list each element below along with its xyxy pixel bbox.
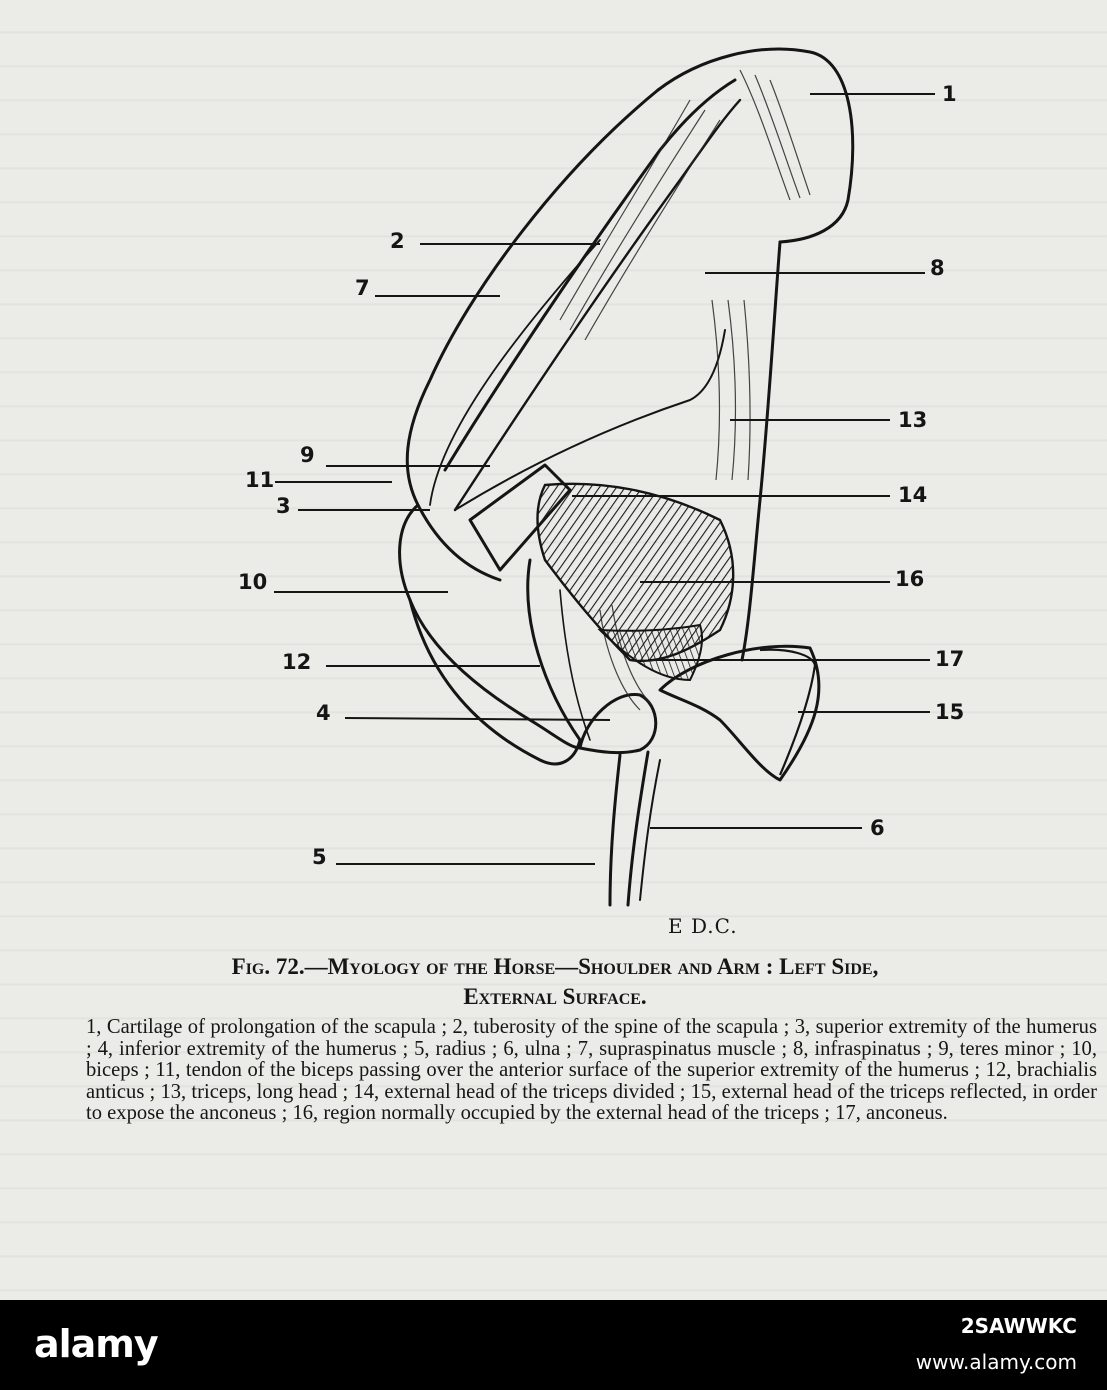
label-3: 3	[276, 494, 291, 518]
scapula-cartilage-outline	[658, 49, 853, 242]
label-4: 4	[316, 701, 331, 725]
leader-lines	[274, 94, 935, 864]
stock-watermark-banner	[0, 1300, 1107, 1390]
biceps-outline	[410, 600, 580, 764]
label-16: 16	[895, 567, 925, 591]
humerus-inferior-condyle	[580, 694, 656, 752]
figure-caption: 1, Cartilage of prolongation of the scapula ; 2, tuberosity of the spine of the scapula ; 3, superior extremity of the humerus ; 4, inferior extremity of the humerus ; 5, radius ; 6, ulna ; 7, supraspinatus muscle ; 8, infraspinatus ; 9, teres minor ; 10, biceps ; 11, tendon of the biceps passing over the anterior surface of the superior extremity of the humerus ; 12, brachialis anticus ; 13, triceps, long head ; 14, external head of the triceps divided ; 15, external head of the triceps reflected, in order to expose the anconeus ; 16, region normally occupied by the external head of the triceps ; 17, anconeus.	[86, 1016, 1097, 1124]
watermark-url: www.alamy.com	[915, 1350, 1077, 1374]
leader-line-4	[345, 718, 610, 720]
radius-shaft-right	[628, 752, 648, 905]
label-13: 13	[898, 408, 928, 432]
image-id: 2SAWWKC	[960, 1314, 1077, 1338]
scapular-spine-lower	[455, 100, 740, 510]
scapula-posterior-border	[742, 242, 780, 660]
label-11: 11	[245, 468, 275, 492]
label-9: 9	[300, 443, 315, 467]
label-15: 15	[935, 700, 965, 724]
figure-title-line-1: Fig. 72.—Myology of the Horse—Shoulder and Arm : Left Side,	[231, 954, 879, 979]
radius-shaft-left	[610, 755, 620, 905]
label-1: 1	[942, 82, 957, 106]
label-7: 7	[355, 276, 370, 300]
label-14: 14	[898, 483, 928, 507]
label-2: 2	[390, 229, 405, 253]
artist-initials: E D.C.	[668, 914, 738, 938]
label-12: 12	[282, 650, 312, 674]
label-17: 17	[935, 647, 965, 671]
anconeus-hatched	[600, 625, 702, 680]
figure-title-line-2: External Surface.	[463, 984, 647, 1009]
label-10: 10	[238, 570, 268, 594]
figure-title	[40, 952, 1070, 1012]
label-8: 8	[930, 256, 945, 280]
alamy-logo: alamy	[34, 1322, 158, 1366]
label-6: 6	[870, 816, 885, 840]
label-5: 5	[312, 845, 327, 869]
